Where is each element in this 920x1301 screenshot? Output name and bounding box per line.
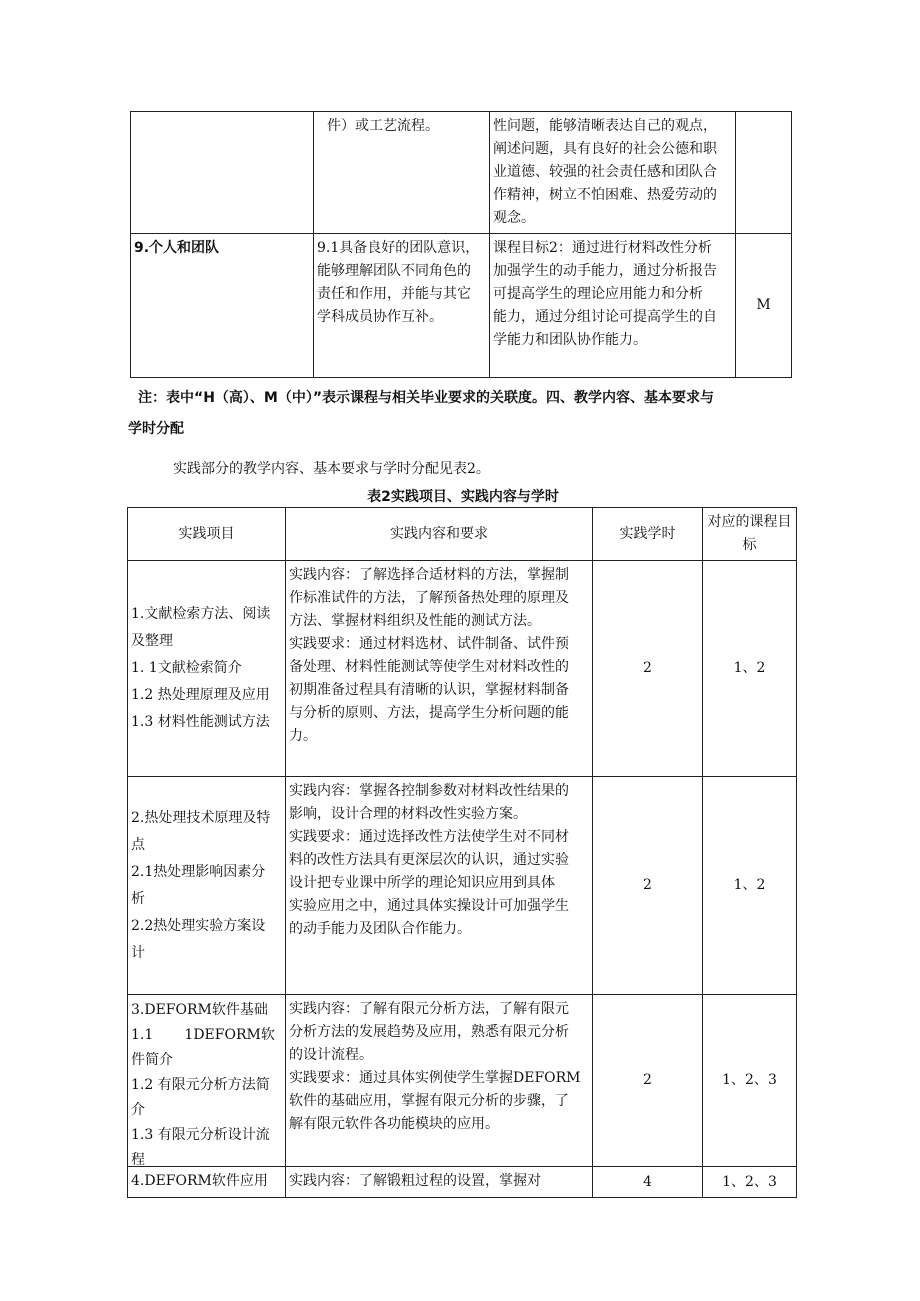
goals-cell: 1、2: [703, 561, 797, 777]
content-line: 设计把专业课中所学的理论知识应用到具体: [289, 875, 555, 891]
note-line: 学时分配: [128, 421, 184, 437]
project-line: 析: [131, 890, 145, 907]
content-line: 初期准备过程具有清晰的认识，掌握材料制备: [289, 682, 569, 698]
requirement-text: 件）或工艺流程。: [327, 118, 439, 134]
content-cell: [286, 995, 593, 1167]
content-line: 影响，设计合理的材料改性实验方案。: [289, 806, 527, 822]
practice-table: [127, 507, 797, 1198]
content-line: 实验应用之中，通过具体实操设计可加强学生: [289, 898, 569, 914]
content-line: 解有限元软件各功能模块的应用。: [289, 1116, 499, 1132]
requirement-title: 9.个人和团队: [134, 240, 220, 256]
content-line: 实践内容：了解有限元分析方法，了解有限元: [289, 1001, 569, 1017]
table-cell: [736, 112, 792, 234]
project-line: 1.3 有限元分析设计流: [131, 1127, 270, 1143]
project-line: 件简介: [131, 1052, 173, 1068]
content-line: 实践内容：了解选择合适材料的方法，掌握制: [289, 567, 569, 583]
indicator-line: 9.1具备良好的团队意识，: [317, 240, 480, 256]
goals-cell: 1、2、3: [703, 1167, 797, 1198]
indicator-line: 责任和作用，并能与其它: [317, 286, 471, 302]
course-goal-line: 可提高学生的理论应用能力和分析: [493, 286, 703, 302]
content-line: 实践要求：通过材料选材、试件制备、试件预: [289, 636, 569, 652]
course-goal-line: 观念。: [493, 210, 535, 226]
table-caption: 表2实践项目、实践内容与学时: [367, 489, 559, 505]
project-line: 1.文献检索方法、阅读: [131, 606, 271, 622]
indicator-line: 学科成员协作互补。: [317, 309, 443, 325]
project-line: 介: [131, 1102, 145, 1118]
table-cell: [131, 112, 314, 234]
project-cell: [128, 995, 286, 1167]
table-row: [128, 777, 797, 995]
project-cell: [128, 777, 286, 995]
course-goal-line: 阐述问题，具有良好的社会公德和职: [493, 141, 717, 157]
course-goal-line: 作精神，树立不怕困难、热爱劳动的: [493, 187, 717, 203]
table-row: [128, 1167, 797, 1198]
course-goal-line: 加强学生的动手能力，通过分析报告: [493, 263, 717, 279]
content-line: 的动手能力及团队合作能力。: [289, 921, 471, 937]
content-line: 分析方法的发展趋势及应用，熟悉有限元分析: [289, 1024, 569, 1040]
project-line: 1. 1文献检索简介: [131, 660, 242, 676]
project-line: 1.2 热处理原理及应用: [131, 687, 270, 703]
relevance-note: [138, 384, 798, 412]
header-content: 实践内容和要求: [286, 508, 593, 561]
goals-cell: 1、2、3: [703, 995, 797, 1167]
table-cell: [490, 234, 736, 378]
note-line: 注：表中“H（高）、M（中）”表示课程与相关毕业要求的关联度。四、教学内容、基本要求与: [138, 390, 715, 406]
content-line: 力。: [289, 728, 317, 744]
content-line: 料的改性方法具有更深层次的认识，通过实验: [289, 852, 569, 868]
hours-cell: 2: [593, 995, 703, 1167]
project-cell: [128, 1167, 286, 1198]
content-line: 软件的基础应用，掌握有限元分析的步骤，了: [289, 1093, 569, 1109]
table-row: [128, 561, 797, 777]
project-line: 3.DEFORM软件基础: [131, 1002, 268, 1018]
project-cell: [128, 561, 286, 777]
course-goal-line: 课程目标2：通过进行材料改性分析: [493, 240, 712, 256]
content-cell: [286, 777, 593, 995]
content-line: 实践要求：通过具体实例使学生掌握DEFORM: [289, 1070, 581, 1086]
content-cell: [286, 1167, 593, 1198]
content-line: 作标准试件的方法，了解预备热处理的原理及: [289, 590, 569, 606]
graduation-requirements-table: [130, 111, 792, 378]
project-line: 4.DEFORM软件应用: [131, 1173, 268, 1189]
project-line: 1.2 有限元分析方法简: [131, 1077, 270, 1093]
relevance-level: M: [736, 234, 792, 378]
table-cell: [314, 234, 490, 378]
course-goal-line: 性问题，能够清晰表达自己的观点，: [493, 118, 717, 134]
content-line: 实践要求：通过选择改性方法使学生对不同材: [289, 829, 569, 845]
project-line: 及整理: [131, 633, 173, 649]
section-heading: [128, 415, 184, 443]
table-row: [131, 234, 792, 378]
table-header-row: [128, 508, 797, 561]
content-line: 方法、掌握材料组织及性能的测试方法。: [289, 613, 541, 629]
table-cell: [131, 234, 314, 378]
project-line: 计: [131, 944, 145, 961]
content-line: 实践内容：掌握各控制参数对材料改性结果的: [289, 783, 569, 799]
content-line: 的设计流程。: [289, 1047, 373, 1063]
project-line: 1.3 材料性能测试方法: [131, 714, 270, 730]
project-line: 点: [131, 836, 145, 853]
project-line: 2.2热处理实验方案设: [131, 917, 266, 934]
header-project: 实践项目: [128, 508, 286, 561]
content-line: 实践内容：了解锻粗过程的设置，掌握对: [289, 1173, 541, 1189]
content-line: 与分析的原则、方法，提高学生分析问题的能: [289, 705, 569, 721]
hours-cell: 2: [593, 561, 703, 777]
indicator-line: 能够理解团队不同角色的: [317, 263, 471, 279]
project-line: 2.热处理技术原理及特: [131, 809, 271, 826]
content-cell: [286, 561, 593, 777]
intro-paragraph: 实践部分的教学内容、基本要求与学时分配见表2。: [173, 461, 490, 477]
course-goal-line: 业道德、较强的社会责任感和团队合: [493, 164, 717, 180]
table-cell: [490, 112, 736, 234]
course-goal-line: 能力，通过分组讨论可提高学生的自: [493, 309, 717, 325]
table-cell: [314, 112, 490, 234]
project-line: 1.1 1DEFORM软: [131, 1027, 275, 1043]
hours-cell: 2: [593, 777, 703, 995]
content-line: 备处理、材料性能测试等使学生对材料改性的: [289, 659, 569, 675]
header-hours: 实践学时: [593, 508, 703, 561]
table-row: [128, 995, 797, 1167]
course-goal-line: 学能力和团队协作能力。: [493, 332, 647, 348]
table-row: [131, 112, 792, 234]
project-line: 2.1热处理影响因素分: [131, 863, 266, 880]
goals-cell: 1、2: [703, 777, 797, 995]
header-goals: 对应的课程目标: [703, 508, 797, 561]
project-line: 程: [131, 1152, 145, 1166]
hours-cell: 4: [593, 1167, 703, 1198]
